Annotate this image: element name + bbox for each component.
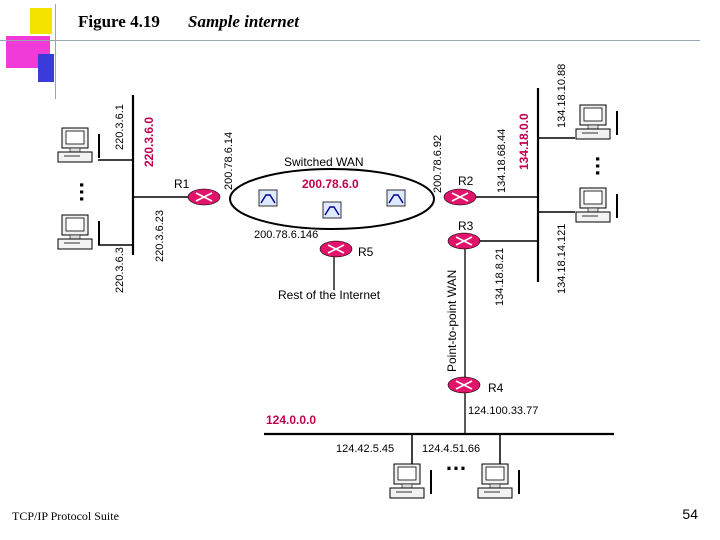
net-right-lan: 134.18.0.0 xyxy=(517,113,531,170)
wan-switch-center xyxy=(323,202,341,218)
addr-r1-wan: 200.78.6.14 xyxy=(223,131,235,190)
router-r2 xyxy=(444,189,476,205)
switched-wan-label: Switched WAN xyxy=(284,155,364,169)
host-bottom-right xyxy=(478,464,520,498)
wan-switch-left xyxy=(259,190,277,206)
addr-bottom-host-right: 124.4.51.66 xyxy=(422,443,481,455)
figure-number: Figure 4.19 xyxy=(78,12,160,31)
addr-right-host-top: 134.18.10.88 xyxy=(556,63,568,128)
addr-r2-right: 134.18.68.44 xyxy=(496,128,508,193)
addr-left-host-top: 220.3.6.1 xyxy=(114,104,126,150)
router-r4-label: R4 xyxy=(488,381,504,395)
point-to-point-label: Point-to-point WAN xyxy=(445,269,459,372)
host-left-top xyxy=(58,128,100,162)
addr-r1-left: 220.3.6.23 xyxy=(154,210,166,262)
addr-r2-wan: 200.78.6.92 xyxy=(432,134,444,193)
figure-caption: Sample internet xyxy=(188,12,299,31)
slide-footer: TCP/IP Protocol Suite xyxy=(12,509,119,523)
net-left-lan: 220.3.6.0 xyxy=(142,116,156,167)
net-bottom-lan: 124.0.0.0 xyxy=(266,413,317,427)
router-r3 xyxy=(448,233,480,249)
page-number: 54 xyxy=(682,506,698,522)
net-switched-wan: 200.78.6.0 xyxy=(302,177,359,191)
addr-bottom-host-left: 124.42.5.45 xyxy=(336,443,395,455)
router-r5-label: R5 xyxy=(358,245,374,259)
router-r3-label: R3 xyxy=(458,219,474,233)
host-right-bottom xyxy=(576,188,618,222)
addr-left-host-bottom: 220.3.6.3 xyxy=(114,247,126,293)
host-left-bottom xyxy=(58,215,100,249)
router-r1-label: R1 xyxy=(174,177,190,191)
router-r4 xyxy=(448,377,480,393)
addr-right-host-bottom: 134.18.14.121 xyxy=(556,223,568,294)
addr-r5-wan: 200.78.6.146 xyxy=(254,229,319,241)
rest-of-internet-label: Rest of the Internet xyxy=(278,288,381,302)
router-r1 xyxy=(188,189,220,205)
wan-switch-right xyxy=(387,190,405,206)
addr-r4-bottom: 124.100.33.77 xyxy=(468,405,539,417)
host-right-top xyxy=(576,105,618,139)
router-r2-label: R2 xyxy=(458,174,474,188)
router-r5 xyxy=(320,241,352,257)
ellipsis-bottom: … xyxy=(445,450,467,475)
ellipsis-left: … xyxy=(75,181,100,203)
ellipsis-right: … xyxy=(591,155,616,177)
host-bottom-left xyxy=(390,464,432,498)
addr-r3-right: 134.18.8.21 xyxy=(494,247,506,306)
